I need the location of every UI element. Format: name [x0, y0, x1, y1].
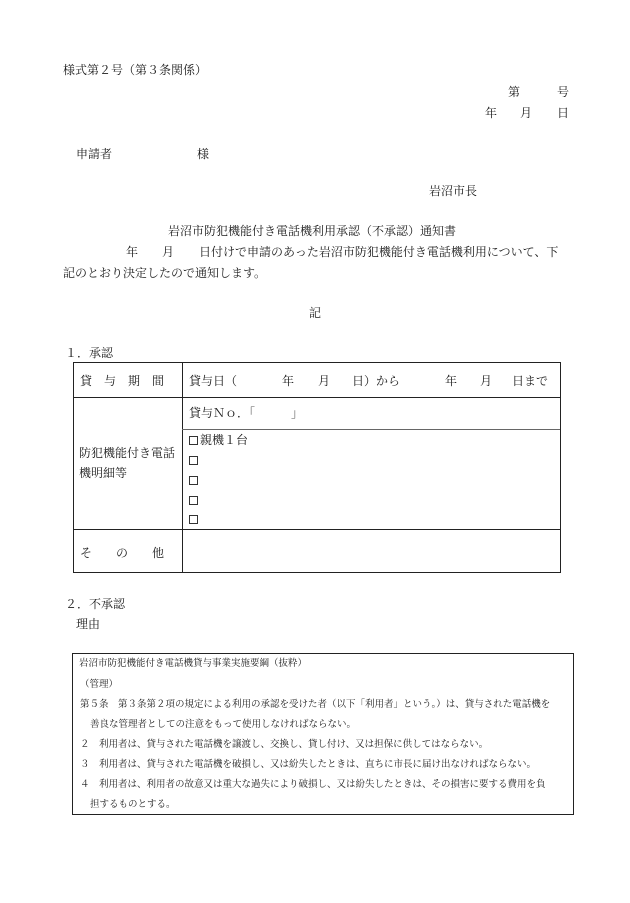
body-line2: 記のとおり決定したので通知します。: [63, 266, 267, 280]
reason-label: 理由: [76, 617, 101, 631]
excerpt-subheading: （管理）: [80, 679, 119, 690]
checkbox-icon: [189, 476, 198, 485]
date-hi: 日: [557, 106, 570, 120]
device-label-line1: 防犯機能付き電話: [79, 446, 176, 460]
device-item: [189, 494, 200, 506]
date-nen: 年: [485, 106, 498, 120]
excerpt-item3: ３ 利用者は、貸与された電話機を破損し、又は紛失したときは、直ちに市長に届け出なければならない。: [80, 759, 537, 770]
issuer: 岩沼市長: [429, 184, 478, 198]
excerpt-heading: 岩沼市防犯機能付き電話機貸与事業実施要綱（抜粋）: [79, 658, 308, 669]
excerpt-box: [72, 653, 574, 815]
ki-label: 記: [309, 306, 322, 320]
checkbox-icon: [189, 496, 198, 505]
body-line1: 日付けで申請のあった岩沼市防犯機能付き電話機利用について、下: [199, 245, 559, 259]
loan-number: 貸与Ｎｏ．「 」: [189, 406, 304, 420]
checkbox-icon: [189, 436, 198, 445]
device-item: 親機１台: [189, 434, 248, 446]
checkbox-icon: [189, 515, 198, 524]
applicant-label: 申請者: [76, 147, 113, 161]
form-number: 様式第２号（第３条関係）: [63, 63, 208, 77]
period-end-hi: 日まで: [512, 374, 549, 388]
period-start-tsuki: 月: [318, 374, 331, 388]
excerpt-item2: ２ 利用者は、貸与された電話機を譲渡し、交換し、貸し付け、又は担保に供してはならない。: [80, 739, 489, 750]
doc-number-dai: 第: [508, 85, 521, 99]
excerpt-item4-line2: 担するものとする。: [90, 799, 176, 810]
document-title: 岩沼市防犯機能付き電話機利用承認（不承認）通知書: [168, 224, 457, 238]
doc-number-go: 号: [557, 85, 570, 99]
device-item: [189, 513, 200, 525]
period-start-nen: 年: [282, 374, 295, 388]
period-start-hi: 日）から: [352, 374, 401, 388]
date-tsuki: 月: [520, 106, 533, 120]
period-label: 貸 与 期 間: [80, 374, 165, 388]
applicant-sama: 様: [197, 147, 210, 161]
excerpt-article5-line2: 善良な管理者としての注意をもって使用しなければならない。: [90, 719, 357, 730]
table-column-divider: [182, 363, 183, 572]
approval-table: [73, 362, 561, 573]
checkbox-icon: [189, 456, 198, 465]
table-row-divider: [74, 397, 560, 398]
section1-heading: １．承認: [65, 346, 114, 360]
body-tsuki: 月: [162, 245, 175, 259]
device-item: [189, 474, 200, 486]
body-nen: 年: [126, 245, 139, 259]
device-item: [189, 454, 200, 466]
section2-heading: ２．不承認: [65, 597, 126, 611]
period-start-prefix: 貸与日（: [189, 374, 238, 388]
period-end-tsuki: 月: [480, 374, 493, 388]
excerpt-item4-line1: ４ 利用者は、利用者の故意又は重大な過失により破損し、又は紛失したときは、その損害に要する費用を負: [80, 779, 546, 790]
period-end-nen: 年: [445, 374, 458, 388]
table-row-divider: [182, 429, 560, 430]
other-label: そ の 他: [80, 546, 165, 560]
excerpt-article5-line1: 第５条 第３条第２項の規定による利用の承認を受けた者（以下「利用者」という。）は、貸与された電話機を: [80, 699, 551, 710]
device-label-line2: 機明細等: [79, 466, 128, 480]
table-row-divider: [74, 529, 560, 530]
